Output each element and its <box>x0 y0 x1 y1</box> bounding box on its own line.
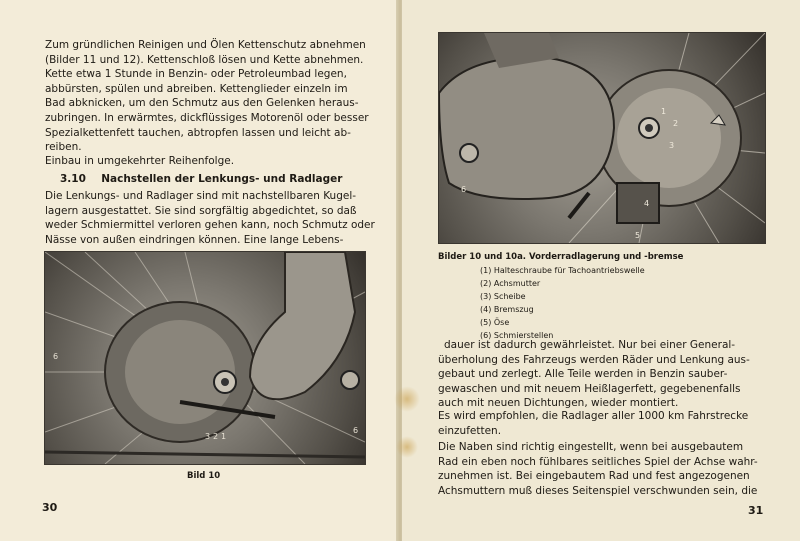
text-line: dauer ist dadurch gewährleistet. Nur bei einer General- <box>444 339 736 351</box>
text-line: auch mit neuen Dichtungen, wieder montiert. <box>438 397 679 410</box>
section-title: Nachstellen der Lenkungs- und Radlager <box>101 173 343 185</box>
text-line: Rad ein eben noch fühlbares seitliches Spiel der Achse wahr- <box>438 455 758 468</box>
text-line: Bad abknicken, um den Schmutz aus den Gelenken heraus- <box>45 97 359 110</box>
photo-label: 6 <box>353 426 359 435</box>
brake-illustration <box>439 33 765 243</box>
text-line: Kette etwa 1 Stunde in Benzin- oder Petroleumbad legen, <box>45 68 347 81</box>
photo-label: 3 <box>205 432 211 441</box>
paper-stain <box>396 436 418 458</box>
photo-label: 3 <box>669 141 675 150</box>
legend-item: (4) Bremszug <box>480 305 534 314</box>
text-line: Einbau in umgekehrter Reihenfolge. <box>45 155 235 167</box>
photo-label: 5 <box>635 231 641 240</box>
text-line: zunehmen ist. Bei eingebautem Rad und fest angezogenen <box>438 470 750 483</box>
assembly-note <box>45 154 363 169</box>
text-line: Zum gründlichen Reinigen und Ölen Kettenschutz abnehmen <box>45 39 366 51</box>
intro-paragraph <box>45 38 369 155</box>
page-number-left: 30 <box>42 501 58 514</box>
grease-paragraph <box>438 409 764 438</box>
hub-photo-left <box>44 251 366 465</box>
photo-label: 6 <box>53 352 59 361</box>
legend-item: (6) Schmierstellen <box>480 331 554 340</box>
body-paragraph <box>438 338 764 411</box>
hub-paragraph <box>438 440 764 498</box>
text-line: Die Naben sind richtig eingestellt, wenn bei ausgebautem <box>438 441 744 453</box>
legend-item: (5) Öse <box>480 318 510 327</box>
text-line: Die Lenkungs- und Radlager sind mit nachstellbaren Kugel- <box>45 190 357 202</box>
photo-label: 2 <box>673 119 679 128</box>
text-line: gebaut und zerlegt. Alle Teile werden in Benzin sauber- <box>438 368 728 381</box>
figure-caption-right: Bilder 10 und 10a. Vorderradlagerung und -bremse <box>438 252 684 262</box>
figure-caption-left: Bild 10 <box>187 471 221 481</box>
photo-label: 1 <box>661 107 667 116</box>
photo-label: 1 <box>221 432 227 441</box>
section-heading <box>60 173 342 185</box>
text-line: reiben. <box>45 141 82 154</box>
photo-label: 4 <box>644 199 650 208</box>
text-line: zubringen. In erwärmtes, dickflüssiges Motorenöl oder besser <box>45 111 369 124</box>
text-line: weder Schmiermittel verloren gehen kann, noch Schmutz oder <box>45 219 375 232</box>
text-line: Achsmuttern muß dieses Seitenspiel verschwunden sein, die <box>438 484 758 497</box>
hub-photo-right <box>438 32 766 244</box>
right-page <box>402 0 800 541</box>
legend-item: (1) Halteschraube für Tachoantriebswelle <box>480 266 645 275</box>
text-line: gewaschen und mit neuem Heißlagerfett, gegebenenfalls <box>438 382 741 395</box>
legend-item: (3) Scheibe <box>480 292 526 301</box>
text-line: lagern ausgestattet. Sie sind sorgfältig abgedichtet, so daß <box>45 204 357 217</box>
text-line: (Bilder 11 und 12). Kettenschloß lösen und Kette abnehmen. <box>45 53 364 66</box>
photo-label: 2 <box>213 432 219 441</box>
section-number: 3.10 <box>60 173 86 185</box>
text-line: Es wird empfohlen, die Radlager aller 1000 km Fahrstrecke <box>438 410 749 422</box>
photo-label: 6 <box>461 185 467 194</box>
section-paragraph <box>45 189 375 247</box>
text-line: Spezialkettenfett tauchen, abtropfen lassen und leicht ab- <box>45 126 351 139</box>
text-line: abbürsten, spülen und abreiben. Kettenglieder einzeln im <box>45 82 348 95</box>
text-line: überholung des Fahrzeugs werden Räder und Lenkung aus- <box>438 353 750 366</box>
left-page <box>0 0 398 541</box>
page-number-right: 31 <box>748 504 764 517</box>
text-line: Nässe von außen eindringen können. Eine lange Lebens- <box>45 233 344 246</box>
paper-stain <box>394 386 420 412</box>
legend-item: (2) Achsmutter <box>480 279 541 288</box>
text-line: einzufetten. <box>438 424 502 437</box>
